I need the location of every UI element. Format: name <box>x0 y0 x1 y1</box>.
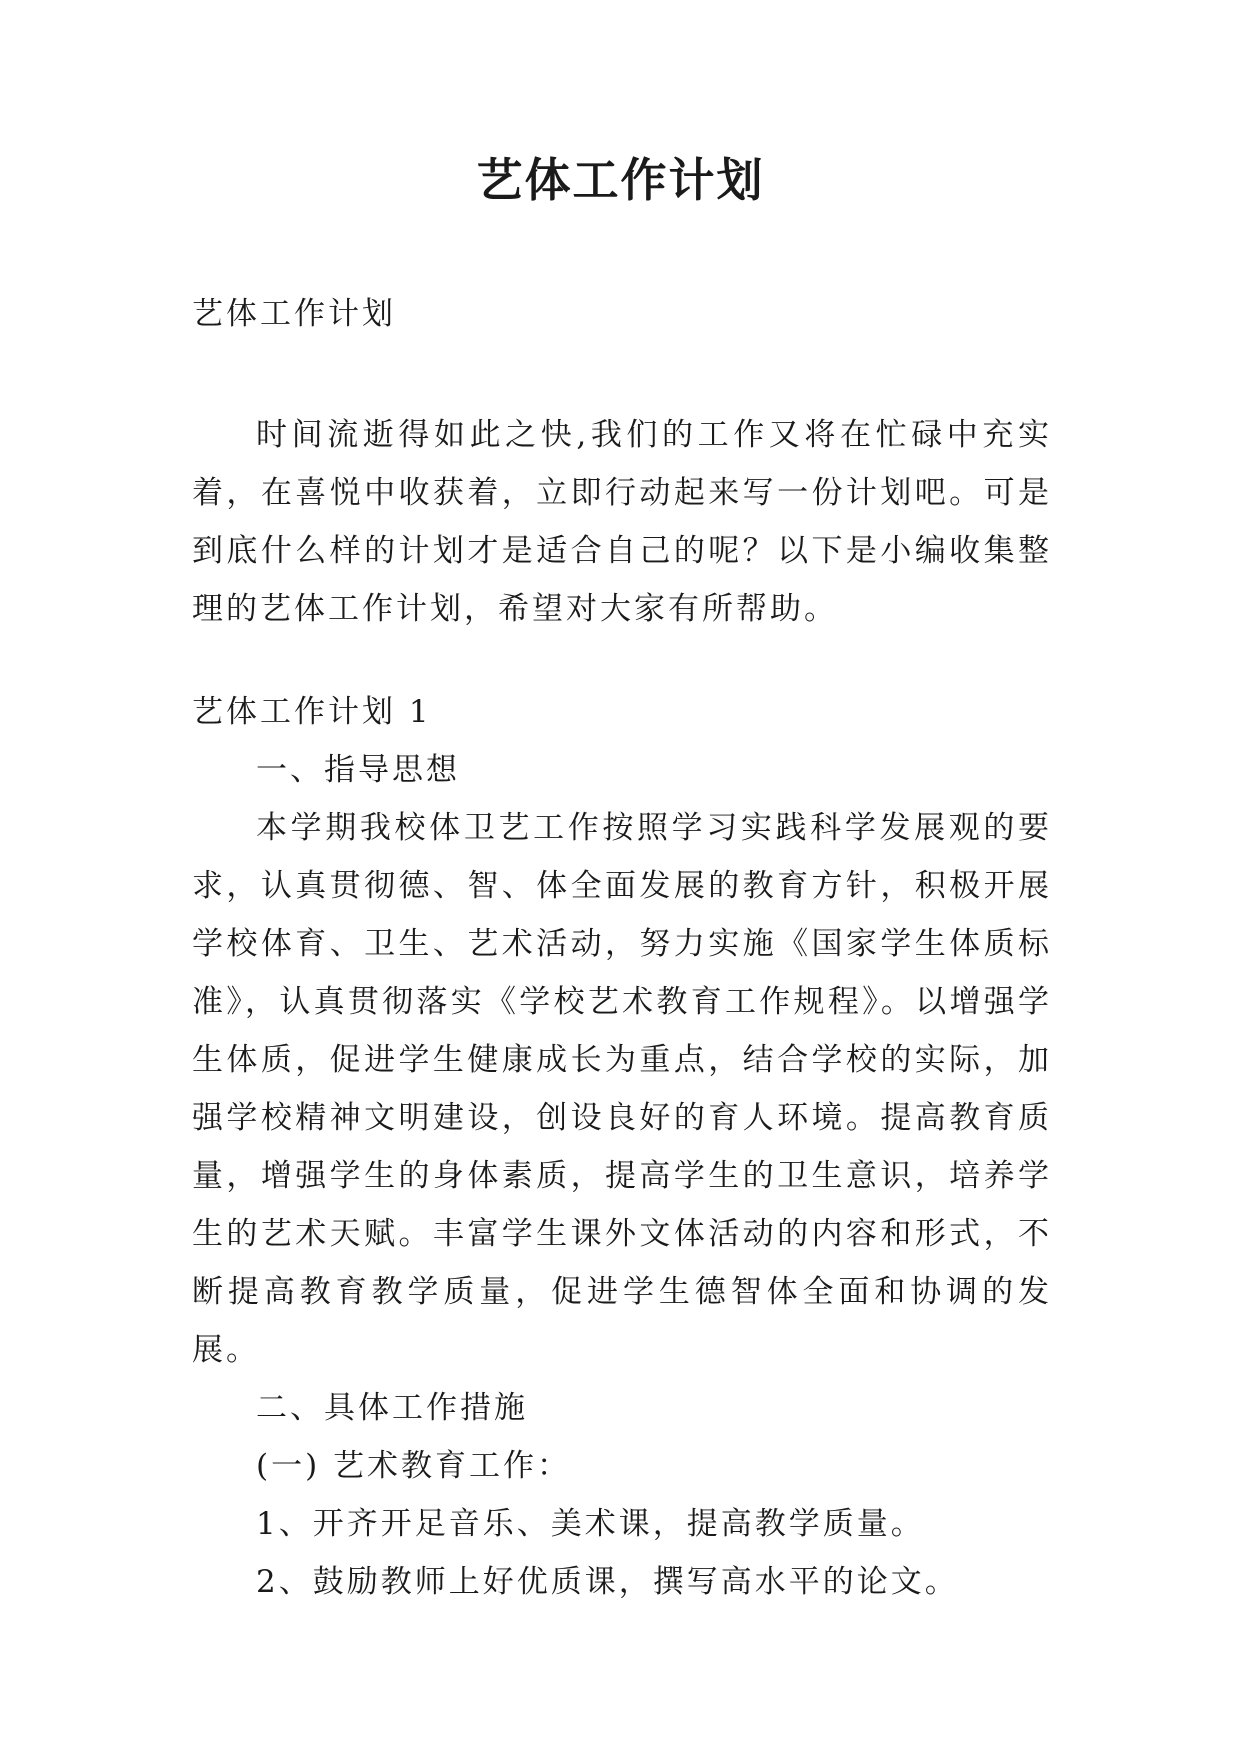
spacer <box>192 638 1052 683</box>
document-body <box>192 285 1052 1611</box>
section-heading-measures: 二、具体工作措施 <box>256 1390 528 1426</box>
intro-paragraph: 时间流逝得如此之快,我们的工作又将在忙碌中充实着，在喜悦中收获着，立即行动起来写一份计划吧。可是到底什么样的计划才是适合自己的呢？以下是小编收集整理的艺体工作计划，希望对大家有所帮助。 <box>192 417 1052 627</box>
plan-heading: 艺体工作计划 1 <box>192 694 432 730</box>
section-heading-guiding-ideology: 一、指导思想 <box>256 752 460 788</box>
list-item: 2、鼓励教师上好优质课，撰写高水平的论文。 <box>256 1564 959 1600</box>
document-subtitle: 艺体工作计划 <box>192 296 396 332</box>
section-body-guiding-ideology: 本学期我校体卫艺工作按照学习实践科学发展观的要求，认真贯彻德、智、体全面发展的教育方针，积极开展学校体育、卫生、艺术活动，努力实施《国家学生体质标准》，认真贯彻落实《学校艺术教育工作规程》。以增强学生体质，促进学生健康成长为重点，结合学校的实际，加强学校精神文明建设，创设良好的育人环境。提高教育质量，增强学生的身体素质，提高学生的卫生意识，培养学生的艺术天赋。丰富学生课外文体活动的内容和形式，不断提高教育教学质量，促进学生德智体全面和协调的发展。 <box>192 810 1052 1368</box>
subsection-heading-art-education: (一) 艺术教育工作： <box>256 1448 572 1484</box>
list-item: 1、开齐开足音乐、美术课，提高教学质量。 <box>256 1506 925 1542</box>
spacer <box>192 343 1052 406</box>
document-title: 艺体工作计划 <box>476 153 765 207</box>
